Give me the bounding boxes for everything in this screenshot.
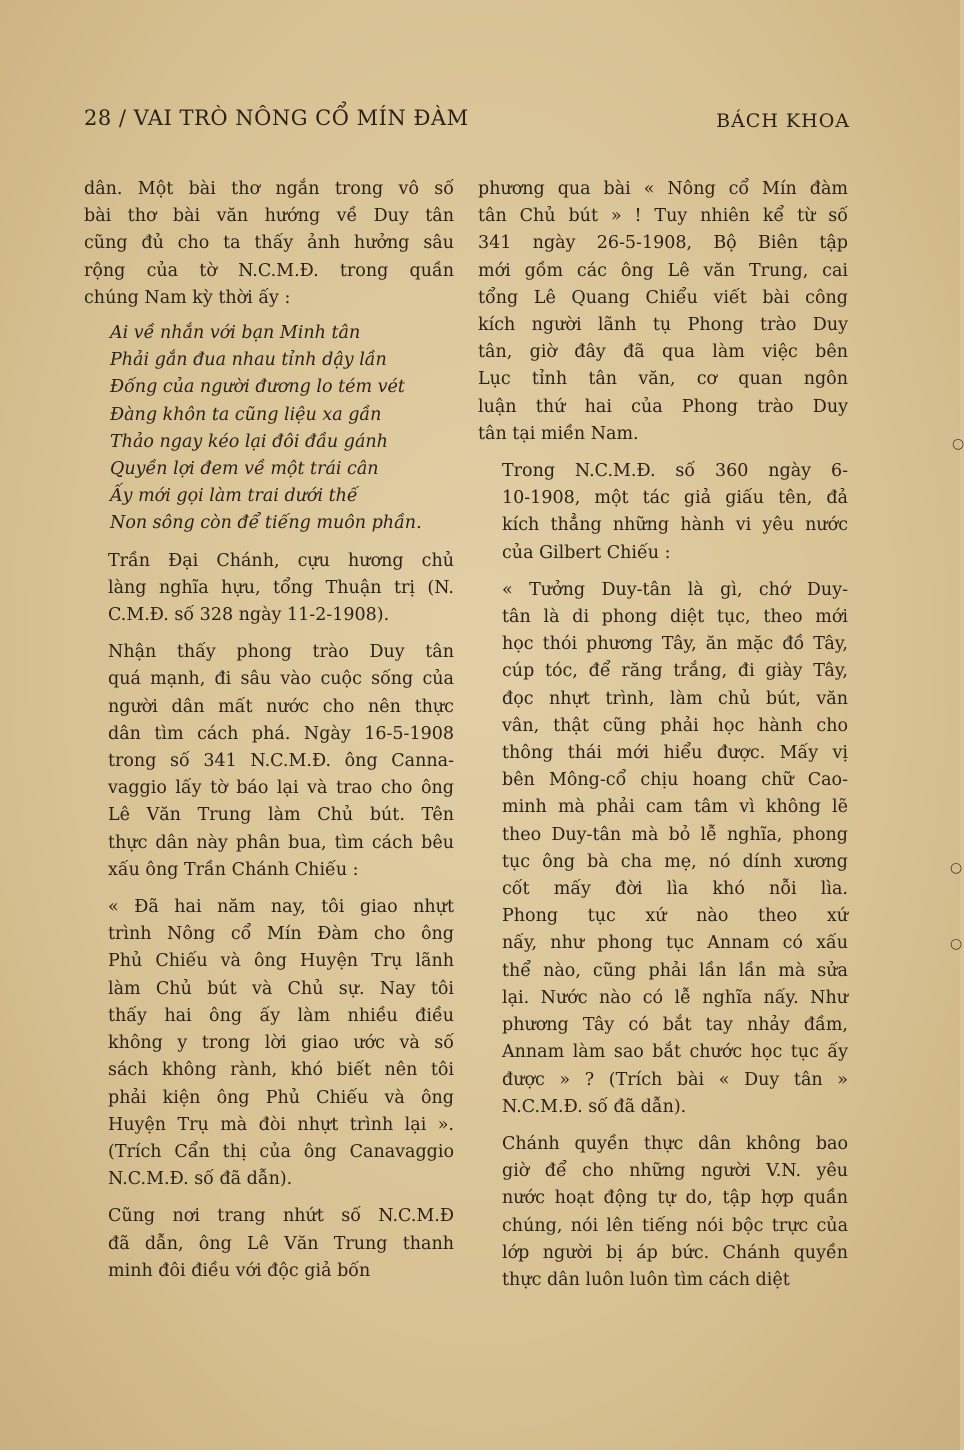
text-line: trình Nông cổ Mín Đàm cho ông: [108, 924, 454, 945]
edge-mark: ○: [950, 936, 963, 952]
text-line: vaggio lấy tờ báo lại và trao cho ông: [108, 778, 454, 799]
paragraph: [478, 458, 848, 567]
text-line: phương qua bài « Nông cổ Mín đàm: [478, 179, 848, 199]
text-line: thông thái mới hiểu được. Mấy vị: [502, 743, 848, 764]
text-line: của Gilbert Chiếu :: [502, 542, 671, 563]
text-line: Đàng khôn ta cũng liệu xa gần: [110, 404, 382, 425]
text-line: trong số 341 N.C.M.Đ. ông Canna-: [108, 751, 454, 772]
text-line: kích người lãnh tụ Phong trào Duy: [478, 315, 848, 336]
text-line: thể nào, cũng phải lần lần mà sửa: [502, 960, 848, 981]
paragraph: [84, 176, 454, 312]
poem: [84, 320, 454, 538]
text-line: minh mà phải cam tâm vì không lẽ: [502, 797, 848, 818]
text-line: tân Chủ bút » ! Tuy nhiên kể từ số: [478, 206, 848, 227]
right-column: [478, 176, 848, 1294]
quotation: [84, 894, 454, 1193]
text-line: Chánh quyền thực dân không bao: [502, 1133, 848, 1154]
text-line: thấy hai ông ấy làm nhiều điều: [108, 1005, 454, 1026]
text-line: nấy, như phong tục Annam có xấu: [502, 933, 848, 954]
text-line: Thảo ngay kéo lại đôi đầu gánh: [110, 431, 388, 452]
text-line: mới gồm các ông Lê văn Trung, cai: [478, 260, 848, 281]
text-line: phương Tây có bắt tay nhảy đầm,: [502, 1015, 848, 1036]
text-line: không y trong lời giao ước và số: [108, 1033, 454, 1054]
text-line: theo Duy-tân mà bỏ lễ nghĩa, phong: [502, 824, 848, 845]
text-line: Trần Đại Chánh, cựu hương chủ: [108, 550, 454, 571]
text-line: Trong N.C.M.Đ. số 360 ngày 6-: [502, 461, 848, 482]
text-line: Lê Văn Trung làm Chủ bút. Tên: [108, 805, 454, 826]
text-line: làm Chủ bút và Chủ sự. Nay tôi: [108, 978, 454, 999]
text-line: cúp tóc, để răng trắng, đi giày Tây,: [502, 661, 848, 682]
paragraph: [478, 176, 848, 448]
magazine-name: BÁCH KHOA: [716, 110, 850, 132]
text-line: « Tưởng Duy-tân là gì, chớ Duy-: [502, 579, 848, 600]
text-line: nước hoạt động tự do, tập hợp quần: [502, 1188, 848, 1209]
text-line: tân tại miền Nam.: [478, 423, 639, 444]
paragraph: [84, 639, 454, 884]
edge-mark: ○: [950, 860, 963, 876]
left-column: [84, 176, 454, 1285]
text-line: tổng Lê Quang Chiểu viết bài công: [478, 287, 848, 308]
text-line: lớp người bị áp bức. Chánh quyền: [502, 1242, 848, 1263]
text-line: N.C.M.Đ. số đã dẫn).: [108, 1169, 293, 1190]
text-line: 10-1908, một tác giả giấu tên, đả: [502, 488, 848, 509]
text-line: đọc nhựt trình, làm chủ bút, văn: [502, 688, 848, 709]
text-line: Lục tỉnh tân văn, cơ quan ngôn: [478, 369, 848, 390]
text-line: Phải gắn đua nhau tỉnh dậy lần: [110, 350, 387, 371]
text-line: thực dân luôn luôn tìm cách diệt: [502, 1269, 790, 1290]
text-line: Nhận thấy phong trào Duy tân: [108, 642, 454, 663]
text-line: người dân mất nước cho nên thực: [108, 696, 454, 717]
text-line: minh đôi điều với độc giả bốn: [108, 1260, 371, 1281]
text-line: « Đã hai năm nay, tôi giao nhựt: [108, 897, 454, 918]
text-line: tân là di phong diệt tục, theo mới: [502, 607, 848, 628]
running-title: 28 / VAI TRÒ NÔNG CỔ MÍN ĐÀM: [84, 106, 469, 130]
text-line: được » ? (Trích bài « Duy tân »: [502, 1069, 848, 1090]
text-line: Đống của người đương lo tém vét: [110, 377, 405, 398]
text-line: chúng Nam kỳ thời ấy :: [84, 287, 291, 308]
text-line: sách không rành, khó biết nên tôi: [108, 1060, 454, 1081]
paragraph: [84, 1203, 454, 1285]
text-line: N.C.M.Đ. số đã dẫn).: [502, 1096, 687, 1117]
text-line: học thói phương Tây, ăn mặc đồ Tây,: [502, 634, 848, 655]
text-line: (Trích Cẩn thị của ông Canavaggio: [108, 1141, 454, 1162]
text-line: Phong tục xứ nào theo xứ: [502, 906, 848, 927]
text-line: Non sông còn để tiếng muôn phần.: [110, 513, 422, 534]
text-line: chúng, nói lên tiếng nói bộc trực của: [502, 1215, 848, 1236]
text-line: phải kiện ông Phủ Chiếu và ông: [108, 1087, 454, 1108]
text-line: Ấy mới gọi làm trai dưới thế: [110, 486, 358, 507]
text-line: Cũng nơi trang nhứt số N.C.M.Đ: [108, 1206, 454, 1227]
text-line: luận thứ hai của Phong trào Duy: [478, 396, 848, 417]
text-line: rộng của tờ N.C.M.Đ. trong quần: [84, 260, 454, 281]
text-line: xấu ông Trần Chánh Chiếu :: [108, 859, 359, 880]
text-line: đã dẫn, ông Lê Văn Trung thanh: [108, 1233, 454, 1254]
text-line: dân tìm cách phá. Ngày 16-5-1908: [108, 723, 454, 744]
text-line: tục ông bà cha mẹ, nó dính xương: [502, 851, 848, 872]
text-line: Annam làm sao bắt chước học tục ấy: [502, 1042, 848, 1063]
text-line: giờ để cho những người V.N. yêu: [502, 1161, 848, 1182]
text-line: làng nghĩa hựu, tổng Thuận trị (N.: [108, 577, 454, 598]
text-line: vân, thật cũng phải học hành cho: [502, 715, 848, 736]
poem-attribution: [84, 548, 454, 630]
text-line: dân. Một bài thơ ngắn trong vô số: [84, 179, 454, 199]
text-line: 341 ngày 26-5-1908, Bộ Biên tập: [478, 233, 848, 254]
edge-mark: ○: [952, 436, 964, 452]
text-line: Phủ Chiếu và ông Huyện Trụ lãnh: [108, 951, 454, 972]
text-line: Huyện Trụ mà đòi nhựt trình lại ».: [108, 1114, 454, 1135]
text-line: tân, giờ đây đã qua làm việc bên: [478, 342, 848, 363]
page-header: [84, 106, 850, 136]
text-line: Ai về nhắn với bạn Minh tân: [110, 323, 361, 344]
text-line: kích thẳng những hành vi yêu nước: [502, 515, 848, 536]
text-line: cũng đủ cho ta thấy ảnh hưởng sâu: [84, 233, 454, 254]
text-line: quá mạnh, đi sâu vào cuộc sống của: [108, 669, 454, 690]
text-line: lại. Nước nào có lễ nghĩa nấy. Như: [502, 987, 848, 1008]
quotation: [478, 577, 848, 1121]
text-line: cốt mấy đời lìa khó nỗi lìa.: [502, 879, 848, 900]
text-line: bài thơ bài văn hướng về Duy tân: [84, 206, 454, 227]
text-line: bên Mông-cổ chịu hoang chữ Cao-: [502, 770, 848, 791]
text-line: thực dân này phân bua, tìm cách bêu: [108, 832, 454, 853]
text-line: Quyền lợi đem về một trái cân: [110, 459, 379, 480]
paragraph: [478, 1131, 848, 1294]
text-line: C.M.Đ. số 328 ngày 11-2-1908).: [108, 605, 390, 626]
